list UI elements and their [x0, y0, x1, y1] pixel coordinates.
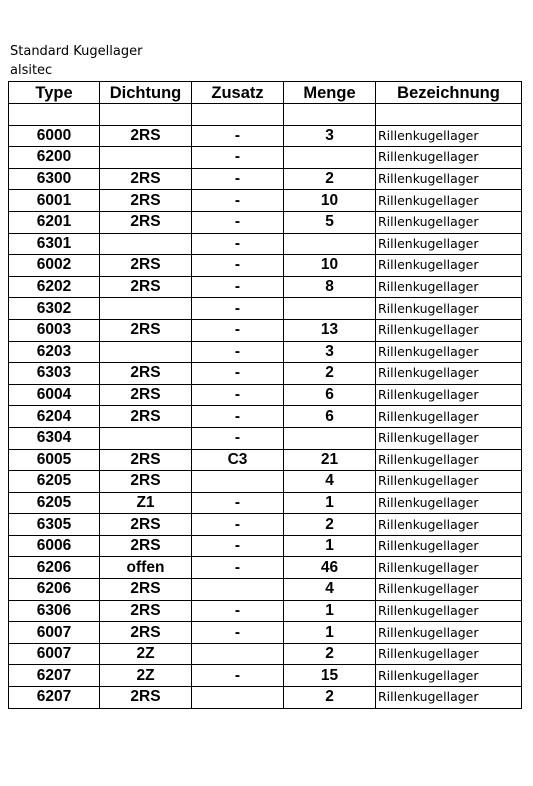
dichtung-cell: 2Z: [100, 643, 192, 665]
bezeichnung-cell: Rillenkugellager: [376, 406, 522, 428]
zusatz-cell: [192, 687, 284, 709]
table-header-row: [9, 82, 522, 104]
table-row: [9, 298, 522, 320]
dichtung-cell: 2RS: [100, 211, 192, 233]
dichtung-cell: 2RS: [100, 514, 192, 536]
type-cell: 6300: [9, 168, 100, 190]
menge-cell: 13: [284, 319, 376, 341]
type-cell: 6205: [9, 492, 100, 514]
company-name: alsitec: [10, 63, 53, 78]
zusatz-cell: -: [192, 427, 284, 449]
type-cell: 6206: [9, 557, 100, 579]
dichtung-cell: [100, 147, 192, 169]
type-cell: 6304: [9, 427, 100, 449]
dichtung-cell: 2RS: [100, 319, 192, 341]
column-header-zusatz: Zusatz: [192, 82, 284, 104]
bezeichnung-cell: Rillenkugellager: [376, 514, 522, 536]
type-cell: 6203: [9, 341, 100, 363]
table-row: [9, 687, 522, 709]
type-cell: 6004: [9, 384, 100, 406]
bezeichnung-cell: Rillenkugellager: [376, 579, 522, 601]
zusatz-cell: [192, 579, 284, 601]
dichtung-cell: 2RS: [100, 276, 192, 298]
zusatz-cell: -: [192, 147, 284, 169]
zusatz-cell: [192, 104, 284, 126]
column-header-menge: Menge: [284, 82, 376, 104]
bezeichnung-cell: Rillenkugellager: [376, 557, 522, 579]
menge-cell: 3: [284, 125, 376, 147]
type-cell: [9, 104, 100, 126]
dichtung-cell: Z1: [100, 492, 192, 514]
table-row: [9, 384, 522, 406]
dichtung-cell: [100, 104, 192, 126]
type-cell: 6005: [9, 449, 100, 471]
bezeichnung-cell: Rillenkugellager: [376, 492, 522, 514]
table-row: [9, 665, 522, 687]
menge-cell: 5: [284, 211, 376, 233]
zusatz-cell: -: [192, 168, 284, 190]
table-row: [9, 319, 522, 341]
type-cell: 6007: [9, 643, 100, 665]
dichtung-cell: 2RS: [100, 622, 192, 644]
dichtung-cell: 2RS: [100, 255, 192, 277]
type-cell: 6302: [9, 298, 100, 320]
table-body: [9, 104, 522, 709]
bezeichnung-cell: Rillenkugellager: [376, 319, 522, 341]
zusatz-cell: [192, 643, 284, 665]
zusatz-cell: -: [192, 514, 284, 536]
table-row: [9, 168, 522, 190]
type-cell: 6204: [9, 406, 100, 428]
zusatz-cell: -: [192, 600, 284, 622]
dichtung-cell: [100, 233, 192, 255]
type-cell: 6002: [9, 255, 100, 277]
menge-cell: 15: [284, 665, 376, 687]
bezeichnung-cell: Rillenkugellager: [376, 147, 522, 169]
type-cell: 6207: [9, 665, 100, 687]
table-row: [9, 147, 522, 169]
zusatz-cell: -: [192, 557, 284, 579]
type-cell: 6206: [9, 579, 100, 601]
dichtung-cell: 2RS: [100, 449, 192, 471]
zusatz-cell: -: [192, 211, 284, 233]
table-row: [9, 406, 522, 428]
menge-cell: [284, 298, 376, 320]
menge-cell: 1: [284, 600, 376, 622]
bezeichnung-cell: Rillenkugellager: [376, 384, 522, 406]
table-row: [9, 471, 522, 493]
bezeichnung-cell: Rillenkugellager: [376, 211, 522, 233]
bezeichnung-cell: [376, 104, 522, 126]
menge-cell: 2: [284, 363, 376, 385]
dichtung-cell: 2RS: [100, 687, 192, 709]
type-cell: 6301: [9, 233, 100, 255]
dichtung-cell: offen: [100, 557, 192, 579]
bezeichnung-cell: Rillenkugellager: [376, 298, 522, 320]
menge-cell: [284, 147, 376, 169]
type-cell: 6001: [9, 190, 100, 212]
menge-cell: 4: [284, 471, 376, 493]
table-row: [9, 643, 522, 665]
type-cell: 6003: [9, 319, 100, 341]
zusatz-cell: -: [192, 298, 284, 320]
type-cell: 6207: [9, 687, 100, 709]
menge-cell: 2: [284, 514, 376, 536]
dichtung-cell: [100, 298, 192, 320]
zusatz-cell: -: [192, 319, 284, 341]
type-cell: 6007: [9, 622, 100, 644]
zusatz-cell: -: [192, 233, 284, 255]
table-row: [9, 535, 522, 557]
type-cell: 6202: [9, 276, 100, 298]
table-row: [9, 211, 522, 233]
menge-cell: 8: [284, 276, 376, 298]
bezeichnung-cell: Rillenkugellager: [376, 276, 522, 298]
table-row: [9, 449, 522, 471]
menge-cell: 46: [284, 557, 376, 579]
menge-cell: 1: [284, 535, 376, 557]
zusatz-cell: -: [192, 363, 284, 385]
dichtung-cell: 2RS: [100, 168, 192, 190]
document-header: [10, 42, 142, 80]
menge-cell: [284, 427, 376, 449]
type-cell: 6000: [9, 125, 100, 147]
table-row: [9, 600, 522, 622]
type-cell: 6303: [9, 363, 100, 385]
bezeichnung-cell: Rillenkugellager: [376, 622, 522, 644]
dichtung-cell: 2RS: [100, 535, 192, 557]
zusatz-cell: [192, 471, 284, 493]
zusatz-cell: -: [192, 665, 284, 687]
dichtung-cell: 2RS: [100, 406, 192, 428]
bezeichnung-cell: Rillenkugellager: [376, 535, 522, 557]
zusatz-cell: -: [192, 276, 284, 298]
zusatz-cell: -: [192, 535, 284, 557]
column-header-type: Type: [9, 82, 100, 104]
menge-cell: 3: [284, 341, 376, 363]
dichtung-cell: 2RS: [100, 579, 192, 601]
table-row: [9, 190, 522, 212]
table-row: [9, 514, 522, 536]
menge-cell: 1: [284, 622, 376, 644]
zusatz-cell: -: [192, 384, 284, 406]
menge-cell: 2: [284, 687, 376, 709]
zusatz-cell: -: [192, 255, 284, 277]
zusatz-cell: -: [192, 622, 284, 644]
bezeichnung-cell: Rillenkugellager: [376, 363, 522, 385]
table-row: [9, 427, 522, 449]
type-cell: 6201: [9, 211, 100, 233]
table-row: [9, 104, 522, 126]
table-row: [9, 492, 522, 514]
dichtung-cell: 2RS: [100, 384, 192, 406]
zusatz-cell: -: [192, 492, 284, 514]
dichtung-cell: [100, 427, 192, 449]
menge-cell: 2: [284, 643, 376, 665]
zusatz-cell: -: [192, 125, 284, 147]
dichtung-cell: 2RS: [100, 190, 192, 212]
bezeichnung-cell: Rillenkugellager: [376, 643, 522, 665]
bearing-inventory-table: [8, 81, 522, 709]
type-cell: 6200: [9, 147, 100, 169]
type-cell: 6006: [9, 535, 100, 557]
bezeichnung-cell: Rillenkugellager: [376, 687, 522, 709]
type-cell: 6305: [9, 514, 100, 536]
menge-cell: 10: [284, 190, 376, 212]
bezeichnung-cell: Rillenkugellager: [376, 190, 522, 212]
menge-cell: 21: [284, 449, 376, 471]
menge-cell: 4: [284, 579, 376, 601]
type-cell: 6306: [9, 600, 100, 622]
menge-cell: 6: [284, 384, 376, 406]
menge-cell: [284, 104, 376, 126]
table-row: [9, 557, 522, 579]
table-row: [9, 622, 522, 644]
zusatz-cell: -: [192, 190, 284, 212]
dichtung-cell: 2RS: [100, 600, 192, 622]
bezeichnung-cell: Rillenkugellager: [376, 341, 522, 363]
bezeichnung-cell: Rillenkugellager: [376, 168, 522, 190]
bezeichnung-cell: Rillenkugellager: [376, 449, 522, 471]
type-cell: 6205: [9, 471, 100, 493]
dichtung-cell: 2Z: [100, 665, 192, 687]
zusatz-cell: -: [192, 406, 284, 428]
dichtung-cell: 2RS: [100, 363, 192, 385]
bezeichnung-cell: Rillenkugellager: [376, 665, 522, 687]
table-row: [9, 363, 522, 385]
menge-cell: [284, 233, 376, 255]
dichtung-cell: 2RS: [100, 125, 192, 147]
bezeichnung-cell: Rillenkugellager: [376, 427, 522, 449]
dichtung-cell: [100, 341, 192, 363]
table-row: [9, 341, 522, 363]
table-row: [9, 233, 522, 255]
table-row: [9, 579, 522, 601]
zusatz-cell: -: [192, 341, 284, 363]
table-row: [9, 276, 522, 298]
table-row: [9, 125, 522, 147]
bezeichnung-cell: Rillenkugellager: [376, 471, 522, 493]
zusatz-cell: C3: [192, 449, 284, 471]
bezeichnung-cell: Rillenkugellager: [376, 600, 522, 622]
menge-cell: 2: [284, 168, 376, 190]
bezeichnung-cell: Rillenkugellager: [376, 125, 522, 147]
menge-cell: 1: [284, 492, 376, 514]
column-header-dichtung: Dichtung: [100, 82, 192, 104]
bezeichnung-cell: Rillenkugellager: [376, 233, 522, 255]
menge-cell: 6: [284, 406, 376, 428]
bezeichnung-cell: Rillenkugellager: [376, 255, 522, 277]
menge-cell: 10: [284, 255, 376, 277]
document-title: Standard Kugellager: [10, 44, 143, 59]
column-header-bezeichnung: Bezeichnung: [376, 82, 522, 104]
table-row: [9, 255, 522, 277]
dichtung-cell: 2RS: [100, 471, 192, 493]
